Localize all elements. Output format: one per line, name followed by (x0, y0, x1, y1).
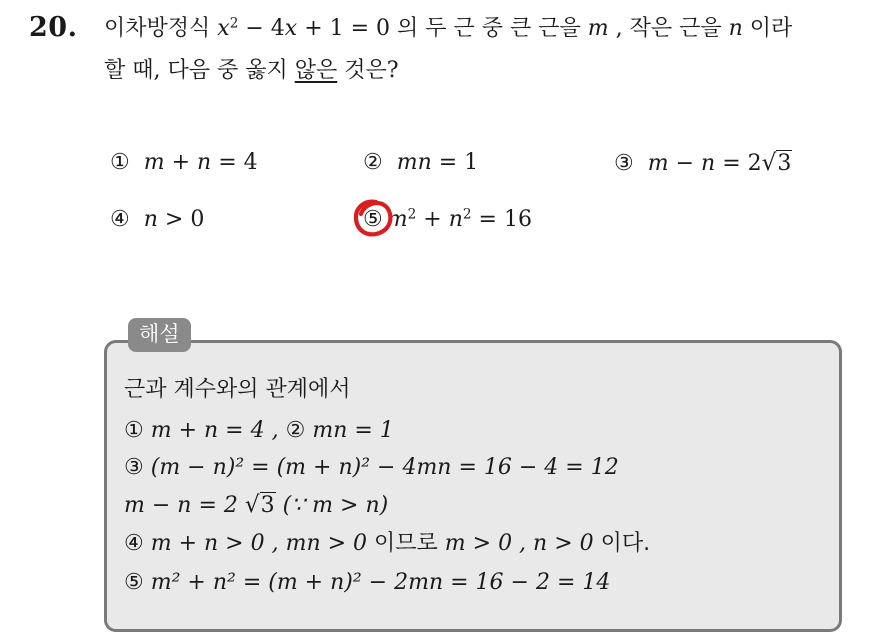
circled-number: ③ (124, 455, 144, 480)
choice-exponent: 2 (462, 206, 472, 223)
solution-line-2 (124, 420, 394, 442)
solution-line-3 (124, 457, 619, 479)
question-text: 이차방정식 (104, 16, 218, 41)
solution-line-1: 근과 계수와의 관계에서 (124, 377, 351, 402)
question-text: 할 때, 다음 중 옳지 (104, 58, 295, 83)
formula: mn = 1 (312, 418, 394, 443)
choice-var: m (143, 150, 165, 175)
choice-var: m (386, 207, 408, 232)
underlined-word: 않은 (294, 58, 338, 83)
sqrt-symbol: √3 (244, 492, 275, 518)
choice-rest: = 1 (431, 150, 479, 175)
circled-number: ④ (124, 531, 144, 556)
formula: m + n > 0 , mn > 0 (150, 531, 368, 556)
equation-var-x2: x (284, 16, 298, 41)
circled-number: ① (124, 418, 144, 443)
sqrt-symbol: √3 (761, 150, 792, 176)
choice-1[interactable] (110, 152, 258, 174)
choice-var: mn (396, 150, 432, 175)
formula: m − n = 2 (124, 493, 238, 518)
choice-op: + (164, 150, 198, 175)
question-line-1 (104, 15, 793, 41)
solution-line-5 (124, 533, 650, 555)
formula: (∵ m > n) (275, 493, 389, 518)
choice-var: n (701, 151, 716, 176)
equation-tail: + 1 = 0 (297, 16, 391, 41)
choice-5[interactable] (363, 206, 532, 232)
choice-var: n (448, 207, 463, 232)
choice-rest: = 4 (211, 150, 258, 175)
question-number: 20. (29, 12, 78, 43)
choice-number: ② (363, 150, 383, 175)
circled-number: ⑤ (124, 570, 144, 595)
korean-text: 이다. (593, 531, 651, 556)
formula: m > 0 , n > 0 (444, 531, 594, 556)
solution-line-4 (124, 494, 388, 517)
choice-number: ⑤ (363, 207, 383, 232)
choice-number: ④ (110, 207, 130, 232)
choice-4[interactable] (110, 209, 204, 231)
circled-number: ② (285, 418, 306, 443)
question-text: 의 두 근 중 큰 근을 (390, 16, 588, 41)
sqrt-value: 3 (260, 493, 275, 518)
choice-rest: = 16 (471, 207, 532, 232)
sqrt-value: 3 (777, 151, 792, 176)
choice-var: n (143, 207, 158, 232)
choice-number: ① (110, 150, 130, 175)
choice-var: m (647, 151, 669, 176)
solution-line-6 (124, 572, 610, 594)
choice-2[interactable] (363, 152, 478, 174)
korean-text: 이므로 (367, 531, 445, 556)
formula: m + n = 4 , (150, 418, 286, 443)
question-text: , 작은 근을 (608, 16, 729, 41)
var-m: m (587, 16, 609, 41)
choice-rest: > 0 (157, 207, 205, 232)
formula: (m − n)² = (m + n)² − 4mn = 16 − 4 = 12 (150, 455, 619, 480)
question-line-2 (104, 60, 399, 82)
equation-term: − 4 (238, 16, 285, 41)
choice-op: + (416, 207, 449, 232)
choice-number: ③ (614, 151, 634, 176)
solution-badge: 해설 (128, 318, 191, 352)
choice-rest: = 2 (715, 151, 762, 176)
choice-op: − (668, 151, 702, 176)
choice-exponent: 2 (407, 206, 417, 223)
choice-var: n (197, 150, 212, 175)
equation-exponent: 2 (229, 15, 239, 32)
question-text: 것은? (337, 58, 399, 83)
var-n: n (728, 16, 743, 41)
equation-var-x: x (217, 16, 230, 41)
formula: m² + n² = (m + n)² − 2mn = 16 − 2 = 14 (150, 570, 611, 595)
choice-3[interactable] (614, 152, 792, 175)
question-text: 이라 (742, 16, 793, 41)
